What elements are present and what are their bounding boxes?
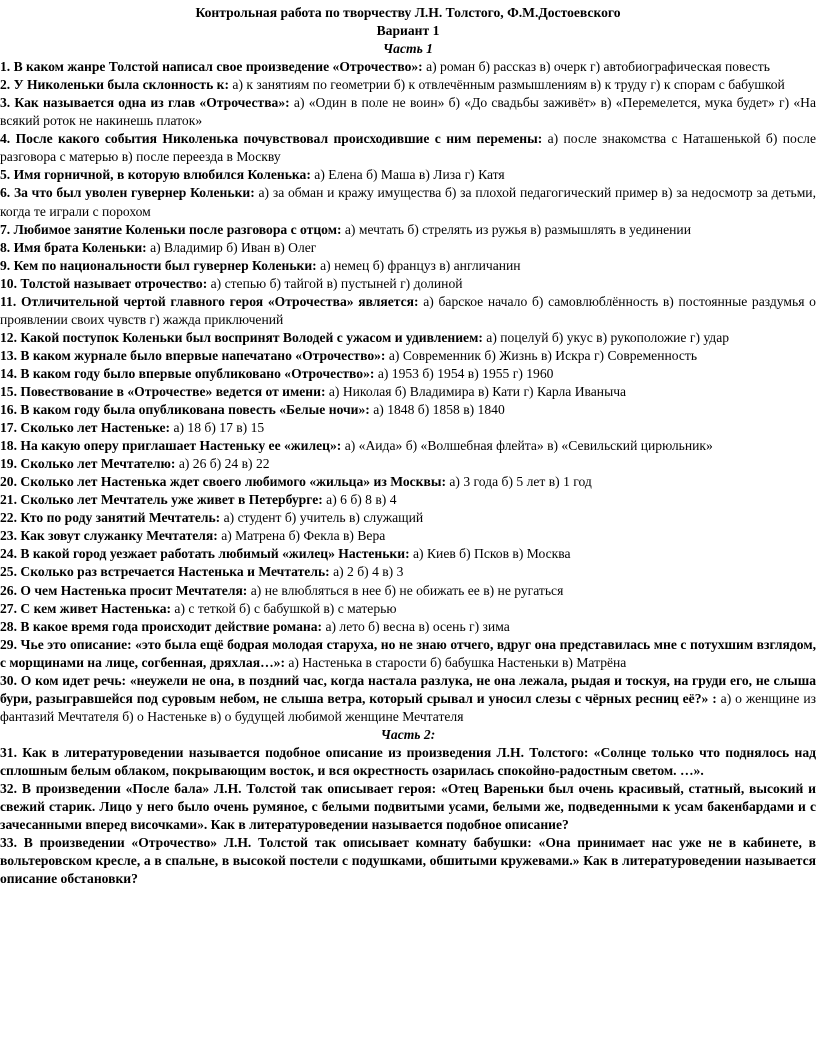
answer-options: а) не влюбляться в нее б) не обижать ее в) не ругаться bbox=[247, 582, 564, 598]
question-text: 9. Кем по национальности был гувернер Коленьки: bbox=[0, 257, 317, 273]
answer-options: а) мечтать б) стрелять из ружья в) размышлять в уединении bbox=[341, 221, 691, 237]
question-text: 28. В какое время года происходит действие романа: bbox=[0, 618, 323, 634]
answer-options: а) 1953 б) 1954 в) 1955 г) 1960 bbox=[374, 365, 554, 381]
question-text: 3. Как называется одна из глав «Отрочества»: bbox=[0, 95, 290, 111]
question-item bbox=[0, 582, 816, 600]
answer-options: а) «Один в поле не воин» б) «До свадьбы заживёт» в) «Перемелется, мука будет» г) «На всякий роток не накинешь платок» bbox=[0, 95, 816, 129]
answer-options: а) поцелуй б) укус в) рукоположие г) удар bbox=[482, 329, 730, 345]
answer-options: а) к занятиям по геометрии б) к отвлечённым размышлениям в) к труду г) к спорам с бабушкой bbox=[229, 77, 785, 93]
question-item bbox=[0, 76, 816, 94]
question-item bbox=[0, 545, 816, 563]
question-item bbox=[0, 383, 816, 401]
question-text: 26. О чем Настенька просит Мечтателя: bbox=[0, 582, 248, 598]
question-text: 20. Сколько лет Настенька ждет своего любимого «жильца» из Москвы: bbox=[0, 474, 446, 490]
question-item bbox=[0, 94, 816, 130]
answer-options: а) лето б) весна в) осень г) зима bbox=[322, 618, 510, 634]
question-text: 4. После какого события Николенька почувствовал происходившие с ним перемены: bbox=[0, 131, 543, 147]
question-text: 2. У Николеньки была склонность к: bbox=[0, 77, 230, 93]
question-item bbox=[0, 347, 816, 365]
part2-heading: Часть 2: bbox=[380, 726, 436, 742]
question-item bbox=[0, 636, 816, 672]
question-item bbox=[0, 672, 816, 726]
question-text: 6. За что был уволен гувернер Коленьки: bbox=[0, 185, 255, 201]
answer-options: а) 18 б) 17 в) 15 bbox=[170, 420, 265, 436]
question-item bbox=[0, 473, 816, 491]
question-item bbox=[0, 329, 816, 347]
answer-options: а) 3 года б) 5 лет в) 1 год bbox=[445, 474, 592, 490]
question-item bbox=[0, 221, 816, 239]
question-text: 12. Какой поступок Коленьки был воспринят Володей с ужасом и удивлением: bbox=[0, 329, 483, 345]
question-item bbox=[0, 275, 816, 293]
answer-options: а) 6 б) 8 в) 4 bbox=[322, 492, 397, 508]
answer-options: а) роман б) рассказ в) очерк г) автобиографическая повесть bbox=[422, 59, 770, 75]
question-item bbox=[0, 239, 816, 257]
question-item bbox=[0, 58, 816, 76]
part2-question-list bbox=[0, 744, 816, 888]
answer-options: а) немец б) француз в) англичанин bbox=[316, 257, 521, 273]
question-item bbox=[0, 455, 816, 473]
question-text: 18. На какую оперу приглашает Настеньку ее «жилец»: bbox=[0, 438, 342, 454]
question-text: 21. Сколько лет Мечтатель уже живет в Петербурге: bbox=[0, 492, 323, 508]
question-item bbox=[0, 401, 816, 419]
open-question: 32. В произведении «После бала» Л.Н. Толстой так описывает героя: «Отец Вареньки был очень красивый, статный, высокий и свежий старик. Лицо у него было очень румяное, с белыми подвитыми усами, белыми же, подведенными к усам бакенбардами и с зачесанными вперед височками». Как в литературоведении называется подобное описание? bbox=[0, 781, 816, 833]
question-text: 17. Сколько лет Настеньке: bbox=[0, 420, 171, 436]
answer-options: а) Настенька в старости б) бабушка Настеньки в) Матрёна bbox=[285, 654, 627, 670]
answer-options: а) студент б) учитель в) служащий bbox=[220, 510, 424, 526]
answer-options: а) барское начало б) самовлюблённость в) постоянные раздумья о проявлении своих чувств г) жажда приключений bbox=[0, 293, 816, 327]
question-text: 25. Сколько раз встречается Настенька и Мечтатель: bbox=[0, 564, 330, 580]
question-item bbox=[0, 257, 816, 275]
question-text: 19. Сколько лет Мечтателю: bbox=[0, 456, 176, 472]
question-item bbox=[0, 618, 816, 636]
question-item bbox=[0, 130, 816, 166]
question-text: 27. С кем живет Настенька: bbox=[0, 600, 172, 616]
question-text: 23. Как зовут служанку Мечтателя: bbox=[0, 528, 218, 544]
answer-options: а) 26 б) 24 в) 22 bbox=[175, 456, 270, 472]
question-text: 16. В каком году была опубликована повесть «Белые ночи»: bbox=[0, 402, 370, 418]
answer-options: а) степью б) тайгой в) пустыней г) долиной bbox=[207, 275, 463, 291]
answer-options: а) 2 б) 4 в) 3 bbox=[329, 564, 404, 580]
answer-options: а) 1848 б) 1858 в) 1840 bbox=[369, 402, 505, 418]
question-text: 30. О ком идет речь: «неужели не она, в поздний час, когда настала разлука, не она лежала, рыдая и тоскуя, на груди его, не слыша бури, разыгравшейся под суровым небом, не слыша ветра, который срывал и уносил слезы с чёрных ресниц её?» : bbox=[0, 672, 816, 706]
question-text: 15. Повествование в «Отрочестве» ведется от имени: bbox=[0, 383, 326, 399]
answer-options: а) Современник б) Жизнь в) Искра г) Современность bbox=[385, 347, 698, 363]
answer-options: а) «Аида» б) «Волшебная флейта» в) «Севильский цирюльник» bbox=[341, 438, 713, 454]
answer-options: а) с теткой б) с бабушкой в) с матерью bbox=[171, 600, 397, 616]
answer-options: а) Елена б) Маша в) Лиза г) Катя bbox=[310, 167, 505, 183]
answer-options: а) Матрена б) Фекла в) Вера bbox=[217, 528, 386, 544]
question-item bbox=[0, 419, 816, 437]
question-text: 29. Чье это описание: «это была ещё бодрая молодая старуха, но не знаю отчего, вдруг она представилась мне с потухшим взглядом, с морщинами на лице, согбенная, дряхлая…»: bbox=[0, 636, 816, 670]
question-item bbox=[0, 527, 816, 545]
question-item bbox=[0, 563, 816, 581]
question-text: 24. В какой город уезжает работать любимый «жилец» Настеньки: bbox=[0, 546, 410, 562]
answer-options: а) о женщине из фантазий Мечтателя б) о Настеньке в) о будущей любимой женщине Мечтателя bbox=[0, 690, 816, 724]
question-text: 13. В каком журнале было впервые напечатано «Отрочество»: bbox=[0, 347, 386, 363]
question-text: 1. В каком жанре Толстой написал свое произведение «Отрочество»: bbox=[0, 59, 423, 75]
question-item bbox=[0, 365, 816, 383]
question-item bbox=[0, 293, 816, 329]
answer-options: а) Николая б) Владимира в) Кати г) Карла Иваныча bbox=[325, 383, 627, 399]
part1-heading: Часть 1 bbox=[383, 41, 433, 57]
question-text: 7. Любимое занятие Коленьки после разговора с отцом: bbox=[0, 221, 342, 237]
question-item bbox=[0, 600, 816, 618]
question-item bbox=[0, 437, 816, 455]
answer-options: а) Киев б) Псков в) Москва bbox=[409, 546, 571, 562]
answer-options: а) Владимир б) Иван в) Олег bbox=[146, 239, 317, 255]
question-text: 8. Имя брата Коленьки: bbox=[0, 239, 147, 255]
part1-question-list bbox=[0, 58, 816, 726]
question-text: 5. Имя горничной, в которую влюбился Коленька: bbox=[0, 167, 311, 183]
question-item bbox=[0, 166, 816, 184]
open-question: 33. В произведении «Отрочество» Л.Н. Толстой так описывает комнату бабушки: «Она принимает нас уже не в кабинете, в вольтеровском кресле, а в спальне, в высокой постели с подушками, обшитыми кружевами.» Как в литературоведении называется описание обстановки? bbox=[0, 835, 816, 887]
question-item bbox=[0, 184, 816, 220]
document-title: Контрольная работа по творчеству Л.Н. Толстого, Ф.М.Достоевского bbox=[195, 5, 621, 20]
question-text: 22. Кто по роду занятий Мечтатель: bbox=[0, 510, 221, 526]
question-item bbox=[0, 491, 816, 509]
question-text: 14. В каком году было впервые опубликовано «Отрочество»: bbox=[0, 365, 375, 381]
answer-options: а) за обман и кражу имущества б) за плохой педагогический пример в) за недосмотр за детьми, когда те играли с порохом bbox=[0, 185, 816, 219]
open-question: 31. Как в литературоведении называется подобное описание из произведения Л.Н. Толстого: «Солнце только что поднялось над сплошным белым облаком, покрывающим восток, и вся окрестность озарилась спокойно-радостным светом. …». bbox=[0, 744, 816, 778]
question-text: 11. Отличительной чертой главного героя «Отрочества» является: bbox=[0, 293, 419, 309]
question-text: 10. Толстой называет отрочество: bbox=[0, 275, 208, 291]
answer-options: а) после знакомства с Наташенькой б) после разговора с матерью в) после переезда в Москву bbox=[0, 131, 816, 165]
question-item bbox=[0, 509, 816, 527]
variant-heading: Вариант 1 bbox=[376, 23, 440, 39]
